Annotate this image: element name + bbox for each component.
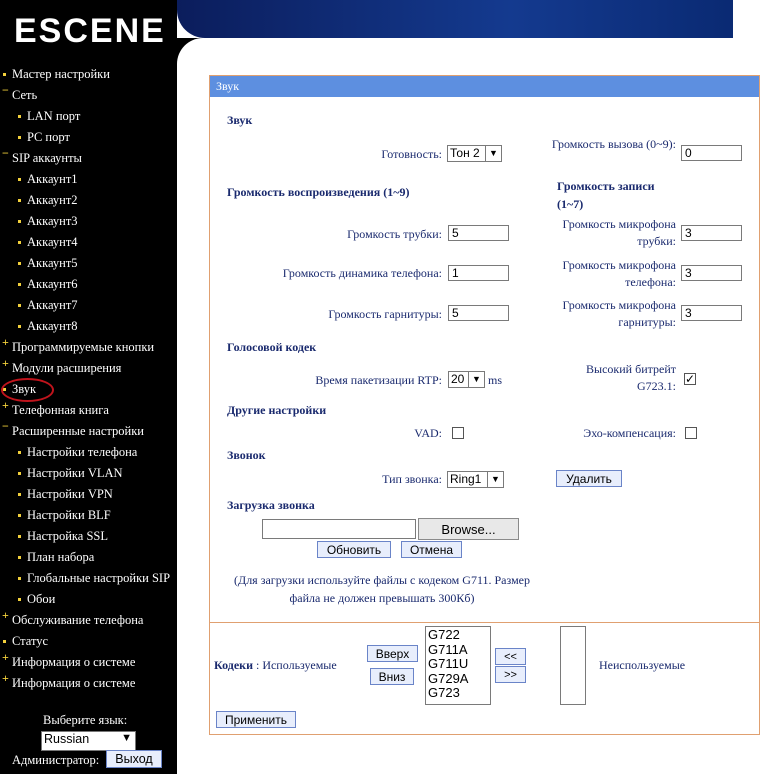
sidebar-item[interactable] (0, 547, 177, 568)
echo-cancel-label: Эхо-компенсация: (583, 426, 676, 440)
sidebar-item-label: SIP аккаунты (12, 151, 82, 165)
active-item-highlight (1, 378, 54, 402)
rtp-time-select[interactable] (448, 371, 485, 388)
headset-volume-input[interactable]: 5 (448, 305, 509, 321)
readiness-select[interactable] (447, 145, 502, 162)
codecs-used-label: : Используемые (255, 658, 337, 672)
sidebar-item-label: Настройка SSL (27, 529, 109, 543)
section-divider (210, 622, 759, 623)
bullet-icon (18, 535, 21, 538)
bullet-icon (18, 136, 21, 139)
codec-option[interactable]: G711A (428, 641, 468, 657)
sidebar-item[interactable] (0, 85, 177, 106)
sidebar-item[interactable] (0, 400, 177, 421)
codecs-label: Кодеки (214, 658, 253, 672)
bullet-icon (18, 556, 21, 559)
bullet-icon (3, 73, 6, 76)
ring-title: Звонок (227, 448, 266, 462)
sidebar-item-label: Модули расширения (12, 361, 122, 375)
mic-handset-label: Громкость микрофона трубки: (562, 217, 676, 248)
sidebar-item-label: Обои (27, 592, 56, 606)
sidebar-item[interactable] (0, 442, 177, 463)
sidebar-item[interactable] (0, 568, 177, 589)
language-label: Выберите язык: (43, 713, 128, 727)
sidebar-item-label: Телефонная книга (12, 403, 109, 417)
expand-icon: + (2, 335, 9, 349)
sidebar-item-label: Аккаунт3 (27, 214, 78, 228)
chevron-down-icon: ▼ (487, 472, 503, 487)
sidebar-item[interactable] (0, 316, 177, 337)
sidebar-item[interactable] (0, 64, 177, 85)
bullet-icon (18, 451, 21, 454)
voice-codec-title: Голосовой кодек (227, 340, 317, 354)
sidebar-item[interactable] (0, 484, 177, 505)
codec-option[interactable]: G711U (428, 656, 469, 671)
codecs-label-group (214, 658, 337, 673)
readiness-label: Готовность: (381, 147, 442, 161)
sound-panel (209, 75, 760, 735)
bullet-icon (18, 472, 21, 475)
sidebar-item[interactable] (0, 337, 177, 358)
move-left-button[interactable]: << (495, 648, 526, 665)
headset-volume-label: Громкость гарнитуры: (328, 307, 442, 321)
language-select[interactable] (41, 731, 136, 751)
expand-icon: + (2, 608, 9, 622)
ring-type-select[interactable] (447, 471, 504, 488)
readiness-value: Тон 2 (450, 146, 480, 160)
sidebar-item[interactable] (0, 652, 177, 673)
bullet-icon (18, 220, 21, 223)
speaker-volume-label: Громкость динамика телефона: (282, 266, 442, 280)
sidebar-item-label: Глобальные настройки SIP (27, 571, 171, 585)
sidebar-item-label: Настройки BLF (27, 508, 111, 522)
sidebar-item[interactable] (0, 148, 177, 169)
ring-type-label: Тип звонка: (382, 472, 442, 486)
sidebar-item[interactable] (0, 169, 177, 190)
sidebar-item-label: Обслуживание телефона (12, 613, 144, 627)
banner-right-edge (733, 0, 773, 38)
sidebar-item[interactable] (0, 358, 177, 379)
bullet-icon (18, 493, 21, 496)
sidebar-item-label: Аккаунт6 (27, 277, 78, 291)
top-banner (177, 0, 733, 38)
update-button[interactable]: Обновить (317, 541, 391, 558)
collapse-icon: − (2, 419, 9, 433)
sidebar-item[interactable] (0, 253, 177, 274)
sidebar-item-label: Аккаунт4 (27, 235, 78, 249)
expand-icon: + (2, 650, 9, 664)
sidebar-item[interactable] (0, 631, 177, 652)
sidebar-item-label: Настройки VLAN (27, 466, 123, 480)
bullet-icon (18, 262, 21, 265)
sidebar-item[interactable] (0, 295, 177, 316)
mic-handset-input[interactable]: 3 (681, 225, 742, 241)
sidebar-item-label: Сеть (12, 88, 38, 102)
rtp-time-label: Время пакетизации RTP: (315, 373, 442, 387)
sidebar-item[interactable] (0, 106, 177, 127)
chevron-down-icon: ▼ (121, 732, 132, 744)
sidebar-item-label: PC порт (27, 130, 70, 144)
bullet-icon (18, 283, 21, 286)
mic-phone-input[interactable]: 3 (681, 265, 742, 281)
sidebar-item-label: LAN порт (27, 109, 81, 123)
mic-headset-input[interactable]: 3 (681, 305, 742, 321)
call-volume-label: Громкость вызова (0~9): (551, 137, 676, 151)
sidebar-item-label: План набора (27, 550, 95, 564)
ring-upload-title: Загрузка звонка (227, 498, 315, 512)
echo-cancel-checkbox[interactable] (685, 427, 697, 439)
sidebar-item-label: Настройки VPN (27, 487, 113, 501)
sidebar-item-label: Программируемые кнопки (12, 340, 155, 354)
bullet-icon (18, 199, 21, 202)
upload-note: (Для загрузки используйте файлы с кодеком G711. Размер файла не должен превышать 300Кб) (234, 573, 530, 605)
chevron-down-icon: ▼ (485, 146, 501, 161)
g723-bitrate-checkbox[interactable]: ✓ (685, 372, 696, 386)
sidebar-item-label: Настройки телефона (27, 445, 138, 459)
unused-codecs-list[interactable] (560, 626, 586, 705)
chevron-down-icon: ▼ (468, 372, 484, 387)
browse-button[interactable]: Browse... (418, 518, 519, 540)
sidebar-item[interactable] (0, 127, 177, 148)
bullet-icon (18, 325, 21, 328)
unused-codecs-label: Неиспользуемые (599, 658, 686, 672)
expand-icon: + (2, 356, 9, 370)
used-codecs-list[interactable] (425, 626, 491, 705)
sidebar-item-label: Мастер настройки (12, 67, 110, 81)
sidebar-item[interactable] (0, 232, 177, 253)
handset-volume-label: Громкость трубки: (347, 227, 442, 241)
sidebar-item-label: Аккаунт2 (27, 193, 78, 207)
sidebar-item[interactable] (0, 190, 177, 211)
bullet-icon (18, 577, 21, 580)
g723-bitrate-label: Высокий битрейт G723.1: (586, 362, 676, 393)
codec-option[interactable]: G729A (428, 670, 469, 686)
bullet-icon (18, 514, 21, 517)
sidebar (0, 0, 177, 774)
bullet-icon (18, 598, 21, 601)
rtp-time-value: 20 (451, 372, 465, 386)
codec-option[interactable]: G722 (428, 627, 460, 642)
logout-button[interactable]: Выход (106, 750, 162, 768)
move-down-button[interactable]: Вниз (370, 668, 414, 685)
sidebar-item[interactable] (0, 211, 177, 232)
sidebar-item[interactable] (0, 589, 177, 610)
bullet-icon (18, 304, 21, 307)
vad-label: VAD: (414, 426, 442, 440)
collapse-icon: − (2, 146, 9, 160)
ring-type-value: Ring1 (450, 472, 482, 486)
sidebar-item[interactable] (0, 673, 177, 694)
admin-label: Администратор: (12, 753, 100, 767)
expand-icon: + (2, 671, 9, 685)
sidebar-item-label: Аккаунт1 (27, 172, 78, 186)
sidebar-item-label: Информация о системе (12, 676, 136, 690)
sidebar-item[interactable] (0, 463, 177, 484)
sidebar-item[interactable] (0, 505, 177, 526)
move-up-button[interactable]: Вверх (367, 645, 418, 662)
vad-checkbox[interactable] (452, 427, 464, 439)
bullet-icon (18, 115, 21, 118)
delete-ring-button[interactable]: Удалить (556, 470, 622, 487)
bullet-icon (3, 640, 6, 643)
panel-title: Звук (210, 76, 759, 97)
call-volume-input[interactable]: 0 (681, 145, 742, 161)
other-settings-title: Другие настройки (227, 403, 327, 417)
sidebar-item-label: Статус (12, 634, 49, 648)
mic-headset-label: Громкость микрофона гарнитуры: (562, 298, 676, 329)
section-sound-title: Звук (227, 113, 253, 127)
codec-option[interactable]: G723 (428, 685, 460, 700)
bullet-icon (18, 178, 21, 181)
language-value: Russian (44, 732, 90, 746)
handset-volume-input[interactable]: 5 (448, 225, 509, 241)
sidebar-item-label: Аккаунт5 (27, 256, 78, 270)
apply-button[interactable]: Применить (216, 711, 296, 728)
sidebar-item[interactable] (0, 274, 177, 295)
sidebar-item-label: Расширенные настройки (12, 424, 144, 438)
sidebar-item-label: Аккаунт7 (27, 298, 78, 312)
sidebar-item[interactable] (0, 421, 177, 442)
sidebar-item[interactable] (0, 610, 177, 631)
speaker-volume-input[interactable]: 1 (448, 265, 509, 281)
logo: ESCENE (14, 12, 166, 50)
record-volume-title: Громкость записи (1~7) (557, 179, 655, 211)
playback-volume-title: Громкость воспроизведения (1~9) (227, 185, 410, 199)
bullet-icon (18, 241, 21, 244)
sidebar-item[interactable] (0, 526, 177, 547)
sidebar-item-label: Аккаунт8 (27, 319, 78, 333)
sidebar-item-label: Звук (12, 382, 37, 396)
collapse-icon: − (2, 83, 9, 97)
mic-phone-label: Громкость микрофона телефона: (562, 258, 676, 289)
expand-icon: + (2, 398, 9, 412)
sidebar-item-label: Информация о системе (12, 655, 136, 669)
ring-file-input[interactable] (262, 519, 416, 539)
rtp-unit: ms (488, 373, 503, 387)
cancel-button[interactable]: Отмена (401, 541, 462, 558)
move-right-button[interactable]: >> (495, 666, 526, 683)
